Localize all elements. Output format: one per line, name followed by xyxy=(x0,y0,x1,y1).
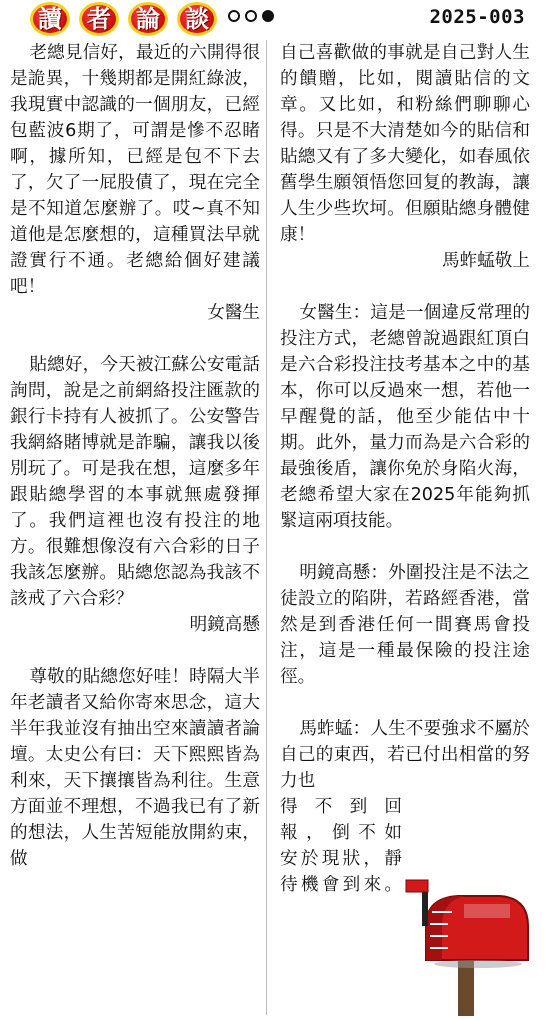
left-column xyxy=(10,40,260,872)
column-header xyxy=(0,0,545,36)
issue-number: 2025-003 xyxy=(429,6,525,28)
letter-signature: 明鏡高懸 xyxy=(189,615,260,635)
reply-line: 報，倒不如 xyxy=(280,823,402,843)
filled-circle-icon xyxy=(262,10,274,22)
right-column xyxy=(280,40,530,898)
header-badge: 論 xyxy=(128,2,168,36)
header-badge: 談 xyxy=(177,2,217,36)
header-badge: 者 xyxy=(79,2,119,36)
reply-line: 得不到回 xyxy=(280,797,402,817)
letter-signature: 女醫生 xyxy=(207,303,260,323)
circle-icon xyxy=(245,10,257,22)
decorative-dots xyxy=(228,10,274,22)
header-badge: 讀 xyxy=(30,2,70,36)
editor-reply: 馬蚱蜢：人生不要強求不屬於自己的東西，若已付出相當的努力也 xyxy=(280,719,530,791)
reply-wrap-lines xyxy=(280,794,402,898)
mailbox-icon xyxy=(402,876,532,1016)
editor-reply: 女醫生：這是一個違反常理的投注方式，老總曾說過跟紅頂白是六合彩投注技考基本之中的基本，你可以反過來一想，若他一早醒覺的話，他至少能估中十期。此外，量力而為是六合彩的最強後盾，讓你免於身陷火海，老總希望大家在2025年能夠抓緊這兩項技能。 xyxy=(280,303,530,531)
letter-body: 老總見信好，最近的六開得很是詭異，十幾期都是開紅綠波，我現實中認識的一個朋友，已經包藍波6期了，可謂是慘不忍睹啊，據所知，已經是包不下去了，欠了一屁股債了，現在完全是不知道怎麼辦了。哎~真不知道他是怎麼想的，這種買法早就證實行不通。老總給個好建議吧！ xyxy=(10,43,260,297)
circle-icon xyxy=(228,10,240,22)
editor-reply: 明鏡高懸：外圍投注是不法之徒設立的陷阱，若路經香港，當然是到香港任何一間賽馬會投注，這是一種最保險的投注途徑。 xyxy=(280,563,530,687)
column-divider xyxy=(266,40,267,1015)
letter-body-continued: 自己喜歡做的事就是自己對人生的饋贈，比如，閱讀貼信的文章。又比如，和粉絲們聊聊心得。只是不大清楚如今的貼信和貼總又有了多大變化，如春風依舊學生願領悟您回复的教誨，讓人生少些坎坷。但願貼總身體健康！ xyxy=(280,43,530,245)
reply-line: 安於現狀，靜 xyxy=(280,849,402,869)
letter-body: 貼總好，今天被江蘇公安電話詢問，說是之前網絡投注匯款的銀行卡持有人被抓了。公安警告我網絡賭博就是詐騙，讓我以後別玩了。可是我在想，這麼多年跟貼總學習的本事就無處發揮了。我們這裡也沒有投注的地方。很難想像沒有六合彩的日子我該怎麼辦。貼總您認為我該不該戒了六合彩？ xyxy=(10,355,260,609)
reply-line: 待機會到來。 xyxy=(280,875,402,895)
letter-signature: 馬蚱蜢敬上 xyxy=(442,251,530,271)
letter-body: 尊敬的貼總您好哇！時隔大半年老讀者又給你寄來思念，這大半年我並沒有抽出空來讀讀者論壇。太史公有曰：天下熙熙皆為利來，天下攘攘皆為利往。生意方面並不理想，不過我已有了新的想法，人生苦短能放開約束，做 xyxy=(10,667,260,869)
